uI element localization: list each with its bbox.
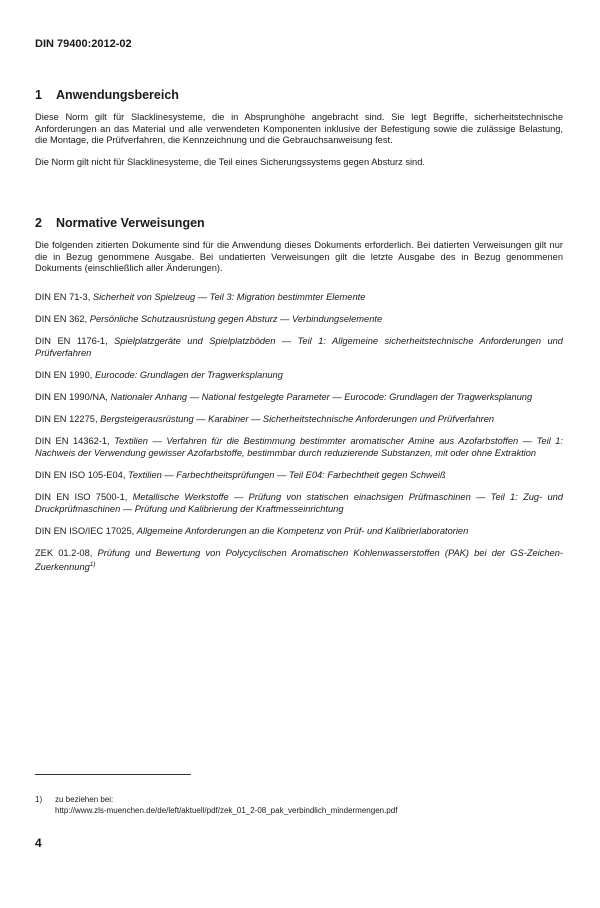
reference-title: Spielplatzgeräte und Spielplatzböden — Teil 1: Allgemeine sicherheitstechnische Anforderungen und Prüfverfahren <box>35 336 563 358</box>
reference-code: DIN EN 1176-1, <box>35 336 115 347</box>
footnote <box>35 794 563 816</box>
document-id: DIN 79400:2012-02 <box>35 38 132 50</box>
section-heading <box>35 88 563 102</box>
reference-code: DIN EN 1990, <box>35 369 95 380</box>
reference-code: DIN EN 362, <box>35 314 90 325</box>
section-title: Normative Verweisungen <box>56 216 205 230</box>
reference-code: DIN EN 71-3, <box>35 292 93 302</box>
paragraph: Die Norm gilt nicht für Slacklinesysteme, die Teil eines Sicherungssystems gegen Absturz sind. <box>35 156 425 167</box>
reference-code: DIN EN 12275, <box>35 414 101 425</box>
reference-title: Textilien — Verfahren für die Bestimmung bestimmter aromatischer Amine aus Azofarbstoffen — Teil 1: Nachweis der Verwendung gewisser Azofarbstoffe, bestimmbar durch reduzierende Substanzen, mit oder ohne Extraktion <box>35 436 563 458</box>
reference-item <box>35 414 563 426</box>
footnote-url: http://www.zls-muenchen.de/de/left/aktuell/pdf/zek_01_2-08_pak_verbindlich_mindermengen.pdf <box>55 806 398 815</box>
reference-title: Persönliche Schutzausrüstung gegen Absturz — Verbindungselemente <box>89 314 383 325</box>
reference-title: Nationaler Anhang — National festgelegte Parameter — Eurocode: Grundlagen der Tragwerksplanung <box>110 391 533 402</box>
reference-title: Textilien — Farbechtheitsprüfungen — Teil E04: Farbechtheit gegen Schweiß <box>128 469 446 480</box>
page-number: 4 <box>35 836 42 850</box>
reference-title: Metallische Werkstoffe — Prüfung von statischen einachsigen Prüfmaschinen — Teil 1: Zug- und Druckprüfmaschinen — Prüfung und Kalibrierung der Kraftmesseinrichtung <box>35 491 563 514</box>
footnote-divider <box>35 774 191 775</box>
section-number: 2 <box>35 216 42 230</box>
reference-item <box>35 470 563 482</box>
section-number: 1 <box>35 88 42 102</box>
reference-title: Bergsteigerausrüstung — Karabiner — Sicherheitstechnische Anforderungen und Prüfverfahren <box>100 414 495 425</box>
reference-item <box>35 292 563 304</box>
paragraph: Die folgenden zitierten Dokumente sind für die Anwendung dieses Dokuments erforderlich. Bei datierten Verweisungen gilt nur die in Bezug genommene Ausgabe. Bei undatierten Verweisungen gilt die letzte Ausgabe des in Bezug genommenen Dokuments (einschließlich aller Änderungen). <box>35 240 563 274</box>
reference-list <box>35 292 563 585</box>
section-title: Anwendungsbereich <box>56 88 179 102</box>
paragraph: Diese Norm gilt für Slacklinesysteme, die in Absprunghöhe angebracht sind. Sie legt Begriffe, sicherheitstechnische Anforderungen an das Material und alle verwendeten Komponenten inklusive der Befestigung sowie die zulässige Belastung, die Montage, die Prüfverfahren, die Kennzeichnung und die Gebrauchsanweisung fest. <box>35 112 563 146</box>
reference-item <box>35 548 563 574</box>
section-normative-references <box>35 216 563 275</box>
reference-item <box>35 436 563 459</box>
reference-title: Sicherheit von Spielzeug — Teil 3: Migration bestimmter Elemente <box>92 292 366 302</box>
reference-item <box>35 370 563 382</box>
reference-item <box>35 492 563 515</box>
reference-item <box>35 392 563 404</box>
footnote-text: zu beziehen bei: <box>55 795 114 804</box>
section-heading <box>35 216 563 230</box>
reference-code: DIN EN ISO 7500-1, <box>35 491 133 502</box>
reference-title: Allgemeine Anforderungen an die Kompetenz von Prüf- und Kalibrierlaboratorien <box>136 525 469 536</box>
footnote-marker: 1) <box>89 561 96 569</box>
footnote-number: 1) <box>35 795 43 804</box>
reference-item <box>35 314 563 326</box>
reference-item <box>35 336 563 359</box>
reference-item <box>35 526 563 538</box>
reference-code: DIN EN ISO/IEC 17025, <box>35 525 137 536</box>
reference-code: DIN EN 1990/NA, <box>35 391 111 402</box>
section-scope <box>35 88 563 168</box>
reference-title: Prüfung und Bewertung von Polycyclischen Aromatischen Kohlenwasserstoffen (PAK) bei der GS-Zeichen-Zuerkennung <box>35 547 563 573</box>
reference-title: Eurocode: Grundlagen der Tragwerksplanung <box>94 369 283 380</box>
reference-code: DIN EN 14362-1, <box>35 436 115 447</box>
reference-code: ZEK 01.2-08, <box>35 547 98 558</box>
reference-code: DIN EN ISO 105-E04, <box>35 469 129 480</box>
